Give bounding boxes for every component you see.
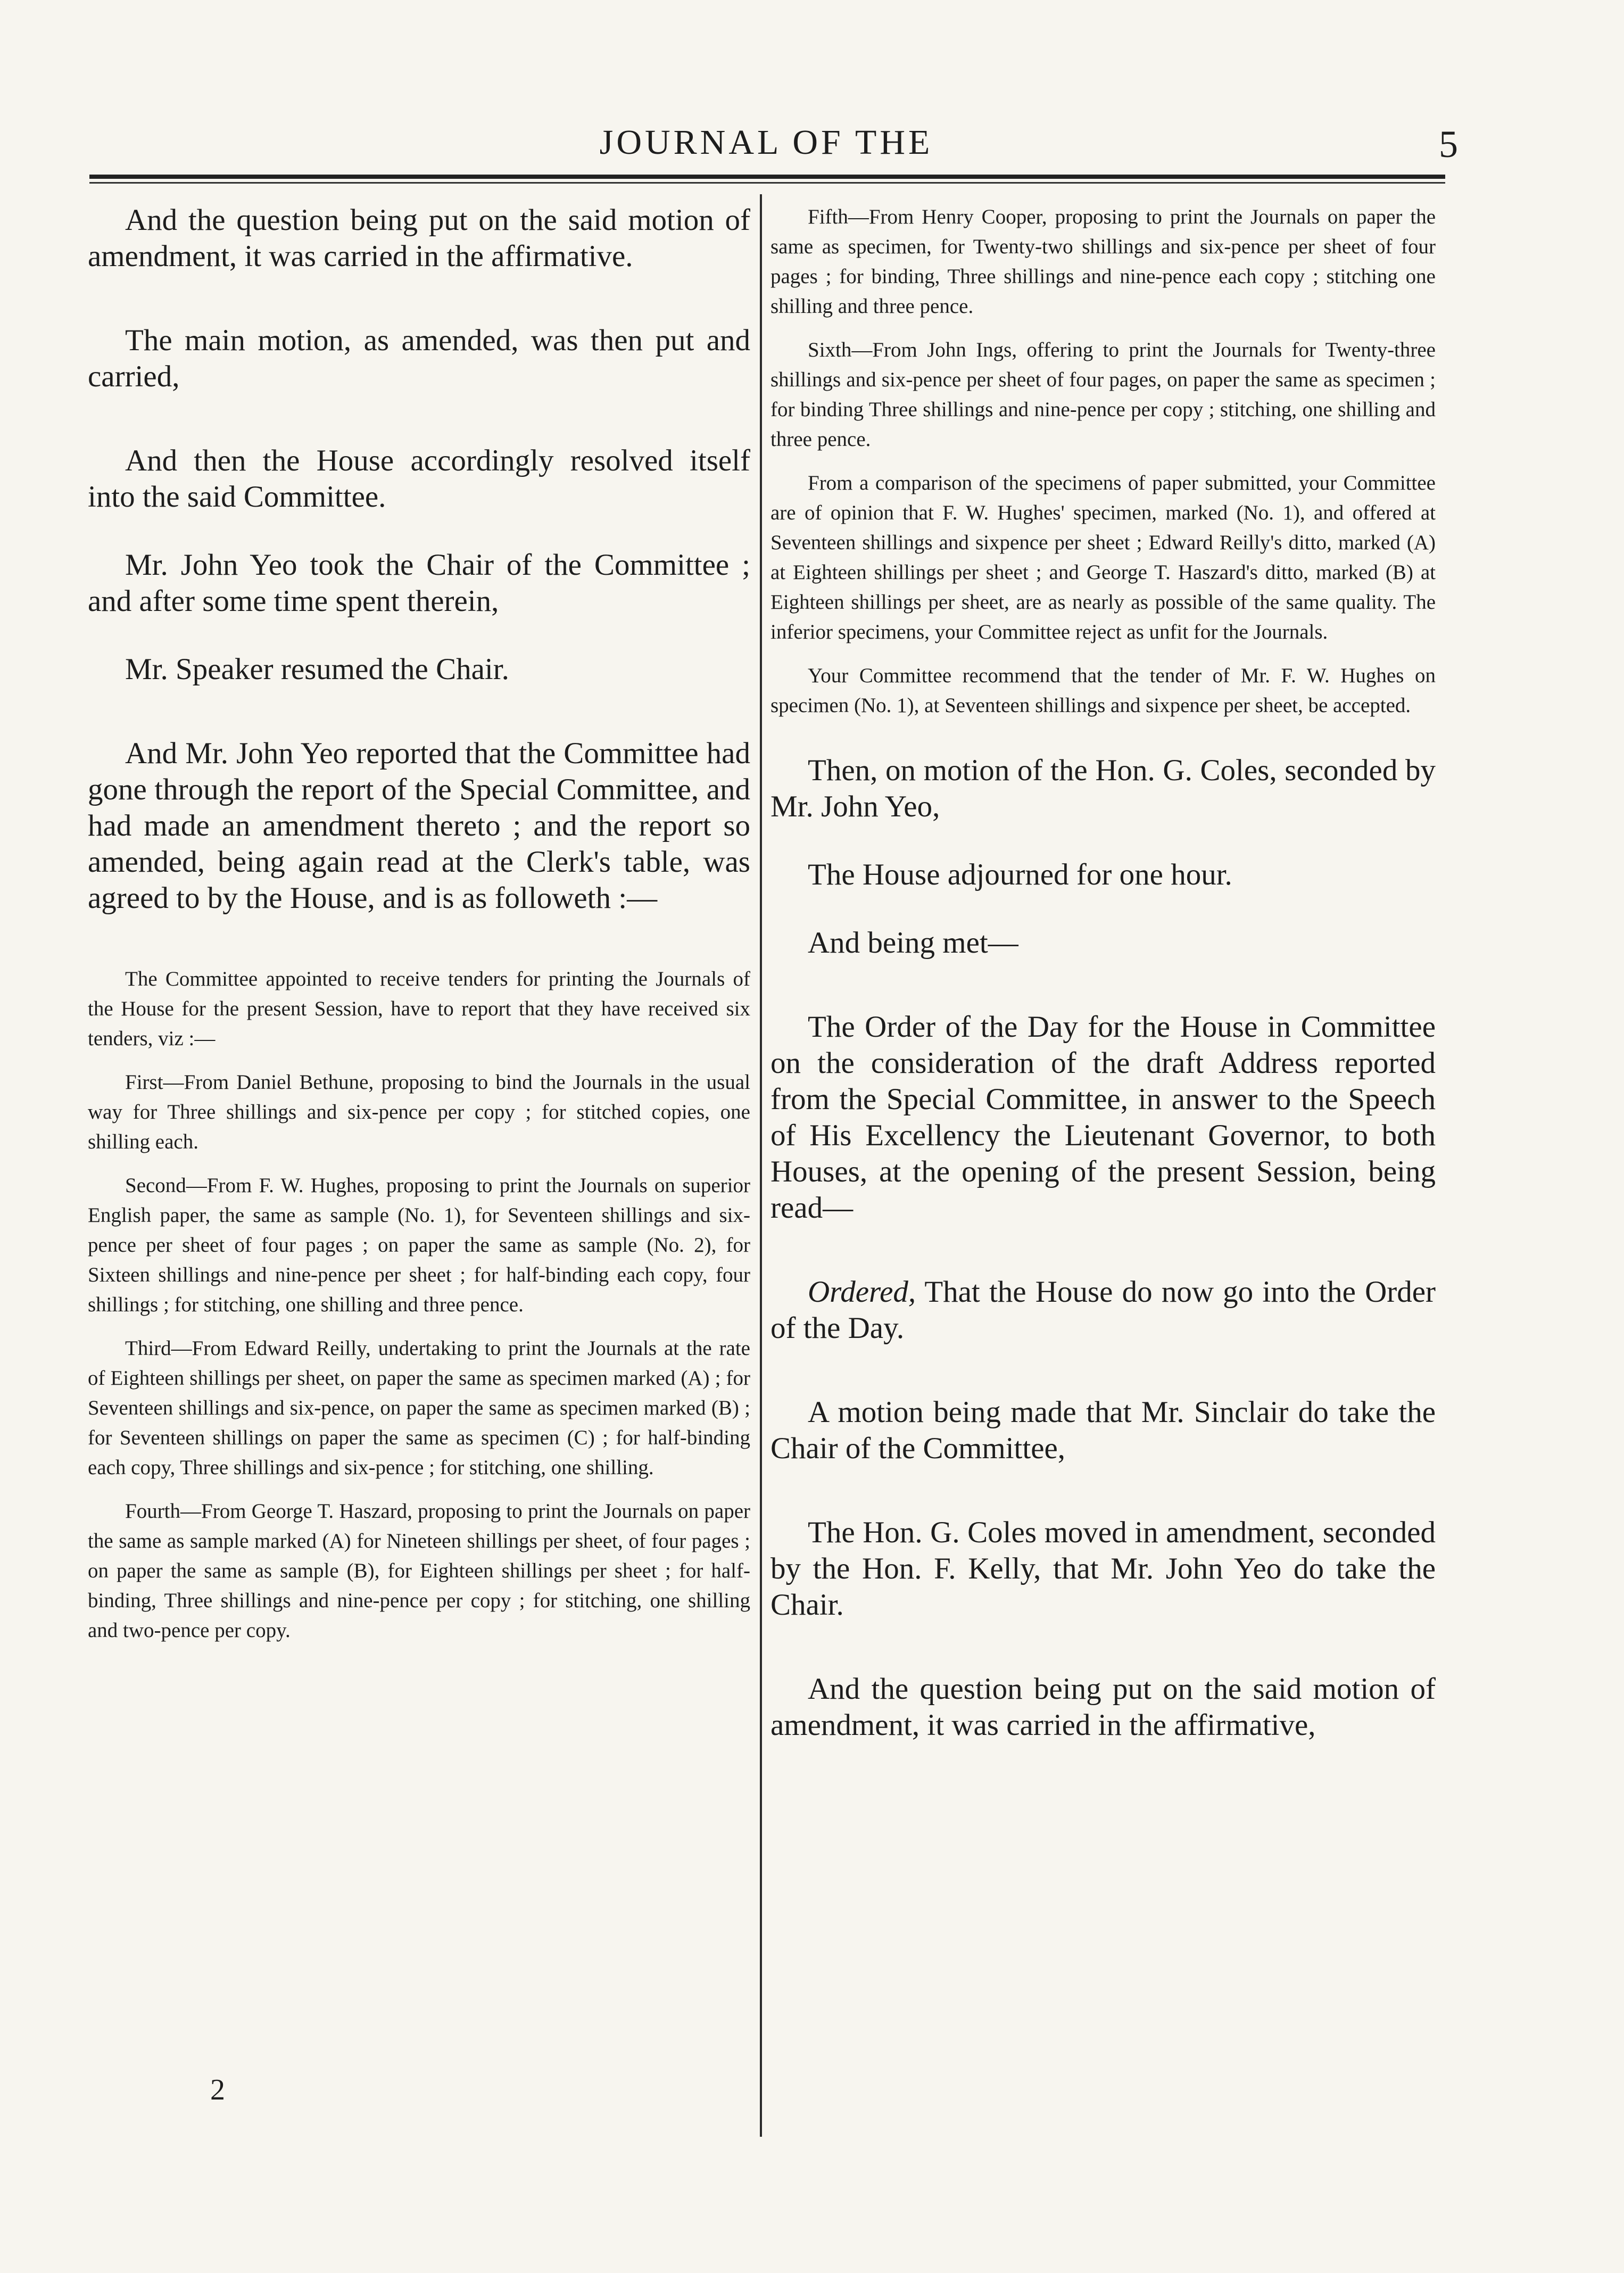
- header-rule-thick: [89, 175, 1445, 179]
- header-rule-thin: [89, 182, 1445, 184]
- paragraph: [770, 1274, 1436, 1346]
- left-column: [88, 202, 750, 1646]
- report-paragraph: First—From Daniel Bethune, proposing to bind the Journals in the usual way for Three shillings and six-pence per copy ; for stitched copies, one shilling each.: [88, 1071, 750, 1153]
- paragraph: And Mr. John Yeo reported that the Committee had gone through the report of the Special Committee, and had made an amendment thereto ; and the report so amended, being again read at the Clerk's table, was agreed to by the House, and is as followeth :—: [88, 737, 750, 915]
- right-column: [770, 202, 1436, 1743]
- ordered-text: That the House do now go into the Order of the Day.: [770, 1275, 1436, 1345]
- page-header: [85, 122, 1458, 170]
- paragraph: The main motion, as amended, was then put and carried,: [88, 324, 750, 393]
- paragraph: A motion being made that Mr. Sinclair do take the Chair of the Committee,: [770, 1395, 1436, 1465]
- paragraph: And the question being put on the said motion of amendment, it was carried in the affirmative.: [88, 203, 750, 273]
- paragraph: The Hon. G. Coles moved in amendment, seconded by the Hon. F. Kelly, that Mr. John Yeo do take the Chair.: [770, 1516, 1436, 1622]
- report-paragraph: Fourth—From George T. Haszard, proposing to print the Journals on paper the same as sample marked (A) for Nineteen shillings per sheet, of four pages ; on paper the same as sample (B), for Eighteen shillings per sheet ; for half-binding, Three shillings and nine-pence per copy ; for stitching, one shilling and two-pence per copy.: [88, 1500, 750, 1642]
- signature-mark: 2: [210, 2073, 225, 2106]
- paragraph: And the question being put on the said motion of amendment, it was carried in the affirmative,: [770, 1672, 1436, 1742]
- paragraph: Mr. Speaker resumed the Chair.: [125, 652, 509, 686]
- paragraph: Then, on motion of the Hon. G. Coles, seconded by Mr. John Yeo,: [770, 754, 1436, 823]
- paragraph: And then the House accordingly resolved itself into the said Committee.: [88, 444, 750, 514]
- report-paragraph: Fifth—From Henry Cooper, proposing to print the Journals on paper the same as specimen, for Twenty-two shillings and six-pence per sheet of four pages ; for binding, Three shillings and nine-pence each copy ; stitching one shilling and three pence.: [770, 205, 1436, 318]
- report-paragraph: Third—From Edward Reilly, undertaking to print the Journals at the rate of Eighteen shillings per sheet, on paper the same as specimen marked (A) ; for Seventeen shillings and six-pence, on paper the same as specimen marked (B) ; for Seventeen shillings on paper the same as specimen (C) ; for half-binding each copy, Three shillings and six-pence ; for stitching, one shilling.: [88, 1337, 750, 1479]
- ordered-italic: Ordered,: [808, 1275, 916, 1309]
- page-number: 5: [1439, 123, 1458, 166]
- report-paragraph: Your Committee recommend that the tender of Mr. F. W. Hughes on specimen (No. 1), at Seventeen shillings and sixpence per sheet, be accepted.: [770, 664, 1436, 717]
- report-paragraph: Sixth—From John Ings, offering to print the Journals for Twenty-three shillings and six-pence per sheet of four pages, on paper the same as specimen ; for binding Three shillings and nine-pence per copy ; stitching, one shilling and three pence.: [770, 338, 1436, 451]
- paragraph: Mr. John Yeo took the Chair of the Committee ; and after some time spent therein,: [88, 548, 750, 618]
- paragraph: The House adjourned for one hour.: [808, 858, 1232, 891]
- report-paragraph: The Committee appointed to receive tenders for printing the Journals of the House for the present Session, have to report that they have received six tenders, viz :—: [88, 968, 750, 1050]
- report-paragraph: From a comparison of the specimens of paper submitted, your Committee are of opinion that F. W. Hughes' specimen, marked (No. 1), and offered at Seventeen shillings and sixpence per sheet ; Edward Reilly's ditto, marked (A) at Eighteen shillings per sheet ; and George T. Haszard's ditto, marked (B) at Eighteen shillings per sheet, are as nearly as possible of the same quality. The inferior specimens, your Committee reject as unfit for the Journals.: [770, 472, 1436, 643]
- report-paragraph: Second—From F. W. Hughes, proposing to print the Journals on superior English paper, the same as sample (No. 1), for Seventeen shillings and six-pence per sheet of four pages ; on paper the same as sample (No. 2), for Sixteen shillings and nine-pence per sheet ; for half-binding each copy, four shillings ; for stitching, one shilling and three pence.: [88, 1174, 750, 1316]
- running-title: JOURNAL OF THE: [599, 123, 933, 162]
- paragraph: And being met—: [808, 926, 1018, 960]
- column-divider: [760, 194, 762, 2137]
- paragraph: The Order of the Day for the House in Committee on the consideration of the draft Address reported from the Special Committee, in answer to the Speech of His Excellency the Lieutenant Governor, to both Houses, at the opening of the present Session, being read—: [770, 1010, 1436, 1225]
